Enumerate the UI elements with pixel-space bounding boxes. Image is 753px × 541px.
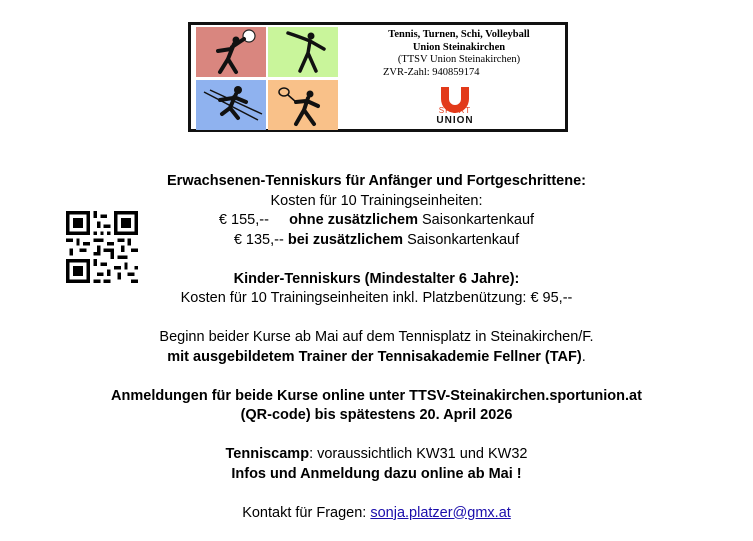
club-name: Tennis, Turnen, Schi, Volleyball <box>388 29 530 40</box>
kids-course-costs: Kosten für 10 Trainingseinheiten inkl. Platzbenützung: € 95,-- <box>180 290 573 306</box>
svg-text:UNION: UNION <box>436 115 474 125</box>
club-zvr: ZVR-Zahl: 940859174 <box>383 66 480 78</box>
flyer-body <box>0 172 753 523</box>
registration-line-1: Anmeldungen für beide Kurse online unter TTSV-Steinakirchen.sportunion.at <box>111 387 642 404</box>
tenniscamp-line <box>0 445 753 465</box>
club-abbrev: (TTSV Union Steinakirchen) <box>397 54 521 65</box>
trainer-period: . <box>581 348 586 365</box>
trainer-line <box>0 348 753 368</box>
gymnastics-icon <box>268 27 338 77</box>
adult-price-2-condition: bei zusätzlichem <box>287 231 404 248</box>
tenniscamp-info: Infos und Anmeldung dazu online ab Mai ! <box>231 465 522 482</box>
adult-price-1-rest: Saisonkartenkauf <box>422 212 535 228</box>
adult-price-2-amount: € 135,-- <box>233 231 284 248</box>
svg-text:SPORT: SPORT <box>438 106 472 115</box>
adult-price-2-rest: Saisonkartenkauf <box>407 231 520 248</box>
contact-label: Kontakt für Fragen: <box>242 504 367 521</box>
registration-line-2: (QR-code) bis spätestens 20. April 2026 <box>240 407 513 423</box>
tennis-icon <box>268 80 338 130</box>
club-union: Union Steinakirchen <box>412 41 506 53</box>
adult-price-1-amount: € 155,-- <box>218 212 269 228</box>
club-header <box>188 22 568 132</box>
contact-email-link[interactable]: sonja.platzer@gmx.at <box>370 504 511 521</box>
trainer-text: mit ausgebildetem Trainer der Tennisakademie Fellner (TAF) <box>167 348 582 365</box>
sportunion-logo <box>415 83 495 125</box>
tenniscamp-label: Tenniscamp <box>225 446 310 462</box>
contact-line <box>0 504 753 524</box>
volleyball-icon <box>196 27 266 77</box>
kids-course-title: Kinder-Tenniskurs (Mindestalter 6 Jahre): <box>233 270 520 287</box>
course-start: Beginn beider Kurse ab Mai auf dem Tennisplatz in Steinakirchen/F. <box>159 329 594 345</box>
tenniscamp-text: : voraussichtlich KW31 und KW32 <box>309 446 528 462</box>
adult-price-2 <box>0 231 753 251</box>
ski-icon <box>196 80 266 130</box>
adult-course-title: Erwachsenen-Tenniskurs für Anfänger und Fortgeschrittene: <box>167 173 586 189</box>
adult-price-1-condition: ohne zusätzlichem <box>289 212 418 228</box>
club-info <box>349 29 569 79</box>
adult-price-1 <box>0 211 753 231</box>
adult-course-costs: Kosten für 10 Trainingseinheiten: <box>270 192 483 209</box>
